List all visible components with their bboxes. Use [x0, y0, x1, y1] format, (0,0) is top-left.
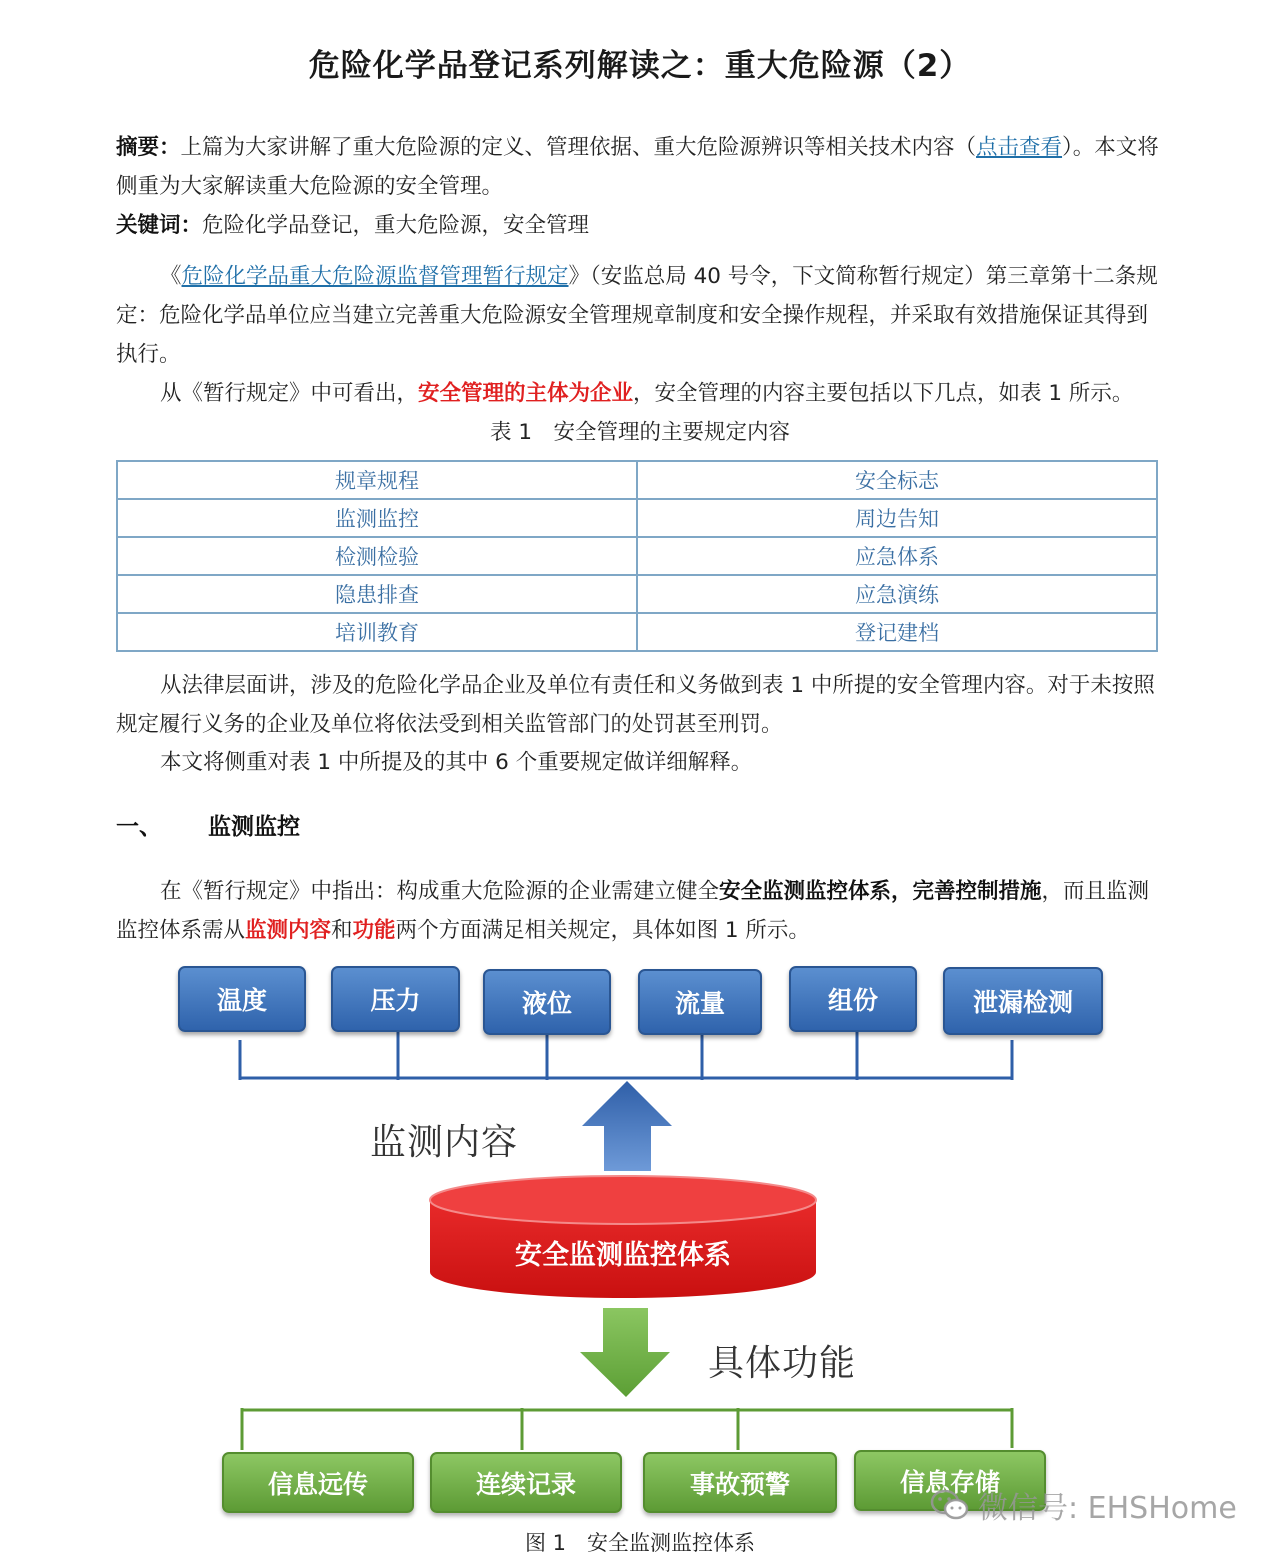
abstract-text-after: ）。本文将侧重为大家解读重大危险源的安全管理。	[116, 135, 1159, 199]
subject-before: 从《暂行规定》中可看出，	[160, 381, 419, 406]
table-cell: 规章规程	[117, 461, 637, 499]
table-cell: 登记建档	[637, 613, 1157, 651]
monitoring-text-1: 在《暂行规定》中指出：构成重大危险源的企业需建立健全	[160, 879, 720, 904]
table-cell: 隐患排查	[117, 575, 637, 613]
table-cell: 应急演练	[637, 575, 1157, 613]
center-system-label: 安全监测监控体系	[515, 1240, 731, 1271]
monitoring-bold: 安全监测监控体系，完善控制措施	[719, 879, 1042, 904]
table-caption: 表 1 安全管理的主要规定内容	[489, 420, 790, 445]
up-arrow-icon	[582, 1081, 672, 1171]
subject-after: ，安全管理的内容主要包括以下几点，如表 1 所示。	[633, 381, 1134, 406]
down-arrow-icon	[580, 1308, 670, 1397]
paragraph-legal: 从法律层面讲，涉及的危险化学品企业及单位有责任和义务做到表 1 中所提的安全管理内容。对于未按照规定履行义务的企业及单位将依法受到相关监管部门的处罚甚至刑罚。	[116, 673, 1155, 737]
regulation-prefix: 《	[160, 264, 182, 289]
monitor-box-leak-detection: 泄漏检测	[943, 967, 1103, 1035]
abstract-label: 摘要：	[116, 135, 181, 160]
monitor-box-pressure: 压力	[331, 966, 460, 1032]
function-box-accident-warning: 事故预警	[643, 1452, 837, 1513]
table-cell: 培训教育	[117, 613, 637, 651]
monitor-box-composition: 组份	[789, 966, 917, 1032]
table-cell: 安全标志	[637, 461, 1157, 499]
monitor-box-temperature: 温度	[178, 966, 306, 1032]
abstract-text-before: 上篇为大家讲解了重大危险源的定义、管理依据、重大危险源辨识等相关技术内容（	[180, 135, 977, 160]
keywords-text: 危险化学品登记，重大危险源，安全管理	[202, 213, 590, 238]
function-label: 具体功能	[708, 1343, 857, 1384]
view-link[interactable]: 点击查看	[976, 135, 1063, 160]
regulation-link[interactable]: 危险化学品重大危险源监督管理暂行规定	[181, 264, 569, 289]
table-cell: 监测监控	[117, 499, 637, 537]
top-bracket	[240, 1030, 1012, 1080]
table-cell: 检测检验	[117, 537, 637, 575]
monitoring-red-1: 监测内容	[245, 918, 332, 943]
function-box-remote-transmission: 信息远传	[222, 1452, 414, 1513]
monitoring-red-2: 功能	[352, 918, 396, 943]
monitoring-text-2: ，而且监测监控体系需从	[116, 879, 1150, 943]
monitoring-text-3: 和	[331, 918, 353, 943]
section-number: 一、	[116, 814, 162, 840]
monitor-box-flow: 流量	[638, 969, 762, 1035]
function-box-continuous-record: 连续记录	[430, 1452, 622, 1513]
section-title: 监测监控	[208, 814, 300, 840]
function-box-information-storage: 信息存储	[854, 1450, 1046, 1511]
page-title: 危险化学品登记系列解读之：重大危险源（2）	[308, 48, 972, 84]
wechat-icon	[930, 1488, 970, 1522]
figure-caption: 图 1 安全监测监控体系	[524, 1531, 756, 1555]
monitor-content-label: 监测内容	[370, 1122, 519, 1163]
bottom-bracket	[242, 1408, 1012, 1450]
watermark	[930, 1483, 1237, 1527]
monitoring-text-4: 两个方面满足相关规定，具体如图 1 所示。	[395, 918, 810, 943]
paragraph-focus: 本文将侧重对表 1 中所提及的其中 6 个重要规定做详细解释。	[160, 750, 753, 775]
watermark-text: 微信号: EHSHome	[978, 1491, 1237, 1526]
regulation-rest: 》（安监总局 40 号令，下文简称暂行规定）第三章第十二条规定：危险化学品单位应当建立完善重大危险源安全管理规章制度和安全操作规程，并采取有效措施保证其得到执行。	[116, 264, 1158, 367]
table-cell: 周边告知	[637, 499, 1157, 537]
monitor-box-level: 液位	[483, 969, 611, 1035]
keywords-label: 关键词：	[116, 213, 203, 238]
table-cell: 应急体系	[637, 537, 1157, 575]
subject-highlight: 安全管理的主体为企业	[418, 381, 634, 406]
